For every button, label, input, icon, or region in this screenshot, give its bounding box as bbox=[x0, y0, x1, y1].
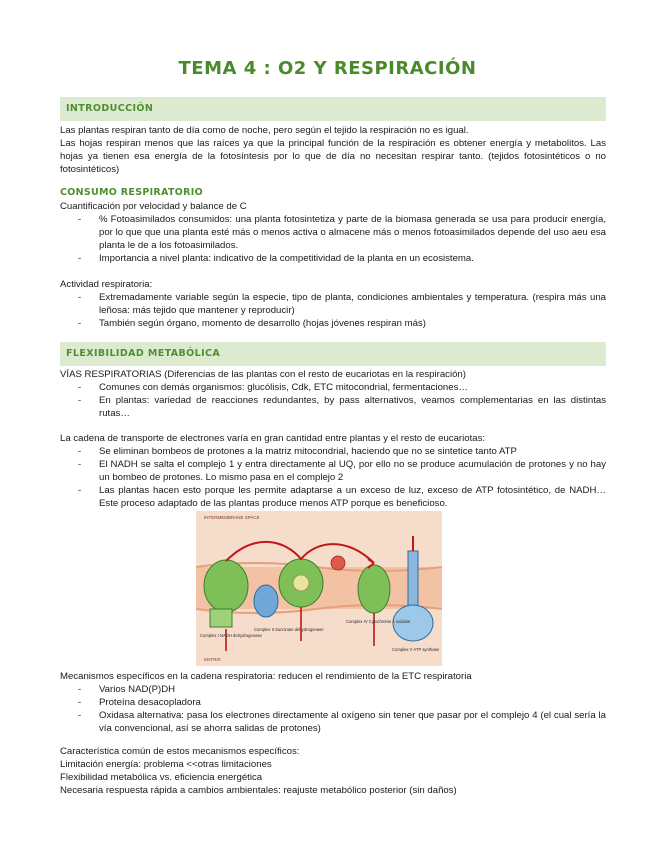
text-line: Cuantificación por velocidad y balance de C bbox=[60, 201, 247, 212]
label-complex-iv: Complex IV Cytochrome c oxidase bbox=[346, 619, 411, 624]
section-heading: FLEXIBILIDAD METABÓLICA bbox=[66, 348, 221, 359]
electron-transport-chain-figure bbox=[196, 511, 442, 666]
text-line: Característica común de estos mecanismos específicos: bbox=[60, 746, 300, 757]
atp-synthase-stalk bbox=[408, 551, 418, 609]
list-item bbox=[78, 484, 606, 510]
bullet-dash: - bbox=[78, 459, 82, 470]
bullet-dash: - bbox=[78, 684, 82, 695]
ubiquinone-pool bbox=[293, 575, 309, 591]
list-item-text: Extremadamente variable según la especie, tipo de planta, condiciones ambientales y temperatura. (respira más una leñosa: más tejido que mantener y reproducir) bbox=[99, 292, 606, 316]
complex-ii-shape bbox=[254, 585, 278, 617]
complex-iv-shape bbox=[358, 565, 390, 613]
text-line: Limitación energía: problema <<otras limitaciones bbox=[60, 759, 272, 770]
bullet-dash: - bbox=[78, 710, 82, 721]
list-item bbox=[78, 696, 606, 709]
list-item-text: En plantas: variedad de reacciones redundantes, by pass alternativos, veamos complementarias en las distintas rutas… bbox=[99, 395, 606, 419]
bullet-dash: - bbox=[78, 253, 82, 264]
list-item bbox=[78, 394, 606, 420]
section-heading: INTRODUCCIÓN bbox=[66, 103, 154, 114]
list-item-text: Comunes con demás organismos: glucólisis, Cdk, ETC mitocondrial, fermentaciones… bbox=[99, 382, 468, 393]
page-title: TEMA 4 : O2 Y RESPIRACIÓN bbox=[178, 58, 477, 79]
list-item bbox=[78, 381, 606, 394]
list-item bbox=[78, 317, 606, 330]
text-line: Necesaria respuesta rápida a cambios ambientales: reajuste metabólico posterior (sin daños) bbox=[60, 785, 457, 796]
text-line: Actividad respiratoria: bbox=[60, 279, 153, 290]
text-line: Mecanismos específicos en la cadena respiratoria: reducen el rendimiento de la ETC respiratoria bbox=[60, 671, 472, 682]
list-item-text: Oxidasa alternativa: pasa los electrones directamente al oxígeno sin tener que pasar por el complejo 4 (el cual sería la vía convencional, así se ahorra salidas de protones) bbox=[99, 710, 606, 734]
bullet-dash: - bbox=[78, 697, 82, 708]
bullet-dash: - bbox=[78, 395, 82, 406]
list-item-text: Se eliminan bombeos de protones a la matriz mitocondrial, haciendo que no se sintetice tanto ATP bbox=[99, 446, 517, 457]
complex-i-shape bbox=[204, 560, 248, 612]
list-item-text: Las plantas hacen esto porque les permite adaptarse a un exceso de luz, exceso de ATP fotosintético, de NADH… Este proceso adaptado de las plantas produce menos ATP porque es beneficioso. bbox=[99, 485, 606, 509]
list-item-text: Proteína desacopladora bbox=[99, 697, 201, 708]
figure-label-matrix: MATRIX bbox=[204, 657, 221, 662]
list-item bbox=[78, 213, 606, 252]
list-item bbox=[78, 709, 606, 735]
bullet-dash: - bbox=[78, 382, 82, 393]
section-header-flexibilidad bbox=[60, 342, 606, 366]
bullet-dash: - bbox=[78, 214, 82, 225]
list-item bbox=[78, 458, 606, 484]
list-item bbox=[78, 683, 606, 696]
subsection-heading-consumo: CONSUMO RESPIRATORIO bbox=[60, 187, 203, 198]
list-item-text: Importancia a nivel planta: indicativo de la competitividad de la planta en un ecosistema. bbox=[99, 253, 474, 264]
text-line: VÍAS RESPIRATORIAS (Diferencias de las plantas con el resto de eucariotas en la respiración) bbox=[60, 369, 466, 380]
paragraph: Las plantas respiran tanto de día como de noche, pero según el tejido la respiración no es igual. bbox=[60, 125, 469, 136]
list-item-text: % Fotoasimilados consumidos: una planta fotosintetiza y parte de la biomasa generada se usa para producir energía, por lo que que una planta esté más o menos activa o almacene más o menos fotoasimilados depende del uso aeu esa planta le de a los fotoasimilados. bbox=[99, 214, 606, 251]
section-header-introduccion bbox=[60, 97, 606, 121]
complex-i-arm bbox=[210, 609, 232, 627]
list-item bbox=[78, 291, 606, 317]
cytochrome-c bbox=[331, 556, 345, 570]
list-item bbox=[78, 252, 606, 265]
paragraph: Las hojas respiran menos que las raíces ya que la principal función de la respiración es obtener energía y metabolitos. Las hojas ya tienen esa energía de la fotosíntesis por lo que de día no necesitan respirar tanto. (tejidos fotosintéticos o no fotosintéticos) bbox=[60, 138, 606, 175]
list-item-text: El NADH se salta el complejo 1 y entra directamente al UQ, por ello no se produce acumulación de protones y no hay un bombeo de protones. Lo mismo pasa en el complejo 2 bbox=[99, 459, 606, 483]
bullet-dash: - bbox=[78, 318, 82, 329]
bullet-dash: - bbox=[78, 446, 82, 457]
label-complex-i: Complex I NADH dehydrogenase bbox=[200, 633, 262, 638]
bullet-dash: - bbox=[78, 485, 82, 496]
label-complex-ii: Complex II Succinate dehydrogenase bbox=[254, 627, 324, 632]
text-line: La cadena de transporte de electrones varía en gran cantidad entre plantas y el resto de eucariotas: bbox=[60, 433, 486, 444]
list-item bbox=[78, 445, 606, 458]
text-line: Flexibilidad metabólica vs. eficiencia energética bbox=[60, 772, 263, 783]
bullet-dash: - bbox=[78, 292, 82, 303]
list-item-text: Varios NAD(P)DH bbox=[99, 684, 176, 695]
figure-label-intermembrane: INTERMEMBRANE SPACE bbox=[204, 515, 260, 520]
label-complex-v: Complex V ATP synthase bbox=[392, 647, 440, 652]
list-item-text: También según órgano, momento de desarrollo (hojas jóvenes respiran más) bbox=[99, 318, 426, 329]
